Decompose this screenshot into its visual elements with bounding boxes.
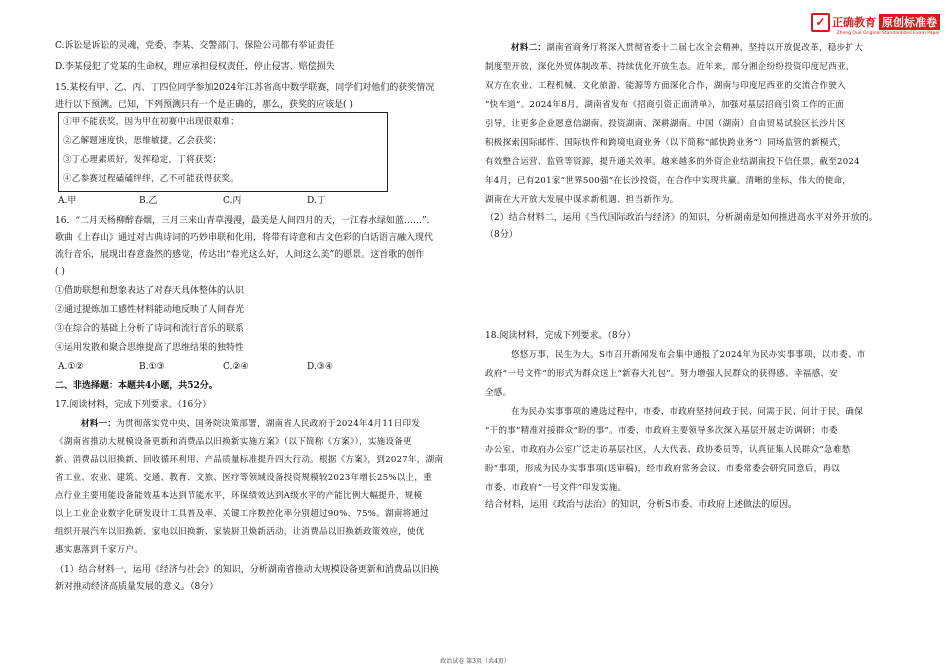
material-1-line4: 省工业、农业、建筑、交通、教育、文旅、医疗等领域设备投资规模较2023年增长25%以上，重 [55,473,433,483]
prediction-3: ③丁心理素质好，发挥稳定，丁将获奖； [63,155,222,165]
brand-tag: 原创标准卷 [879,14,940,30]
material-2-line4: “快车道”。2024年8月，湖南省发布《招商引资正面清单》，加强对基层招商引资工作的正面 [485,100,845,110]
material-1-line2: 《湖南省推动大规模设备更新和消费品以旧换新实施方案》（以下简称《方案》），实施设备更 [55,437,412,447]
material-2-line1-text: 湖南省商务厅将深入贯彻省委十二届七次全会精神，坚持以开放促改革，稳步扩大 [546,43,864,53]
q15-option-c: C.丙 [223,196,242,206]
page-footer: 政治试卷 第3页（共4页） [440,658,510,665]
q16-statement-4: ④运用发散和聚合思维提高了思维结果的独特性 [55,343,245,353]
question-15-line1: 15.某校有甲、乙、丙、丁四位同学参加2024年江苏省高中数学联赛，同学们对他们的获奖情况 [55,83,435,93]
question-16-paren: ( ) [55,267,65,277]
material-1-line5: 点行业主要用能设备能效基本达到节能水平，环保绩效达到A级水平的产能比例大幅提升，规模 [55,491,423,501]
q18-question: 结合材料，运用《政治与法治》的知识，分析S市委、市政府上述做法的原因。 [485,500,798,510]
material-2-line3: 双方在农业、工程机械、文化旅游、能源等方面深化合作，湖南与印度尼西亚的交流合作驶入 [485,81,846,91]
q16-option-d: D.③④ [307,362,333,372]
material-2-line9: 湖南在大开放大发展中谋求新机遇、担当新作为。 [485,195,679,205]
q15-option-b: B.乙 [139,196,158,206]
q18-material-line6: 办公室、市政府办公室广泛走访基层社区，人大代表、政协委员等，认真征集人民群众“急难愁 [485,445,851,455]
material-1-line1-text: 为贯彻落实党中央、国务院决策部署，湖南省人民政府于2024年4月11日印发 [116,419,421,429]
q18-material-line5: “干的事”精准对接群众“盼的事”。市委、市政府主要领导多次深入基层开展走访调研；市委 [485,426,838,436]
q18-material-line8: 市委、市政府“一号文件”印发实施。 [485,483,627,493]
q18-material-line1: 悠悠万事，民生为大。S市召开新闻发布会集中通报了2024年为民办实事事项，以市委、市 [511,350,866,360]
sub-question-2-line2: （8分） [485,230,518,240]
q18-material-line2: 政府“一号文件”的形式为群众送上“新春大礼包”。努力增强人民群众的获得感、幸福感、安 [485,369,838,379]
prediction-1: ①甲不能获奖，因为甲在初赛中出现很艰难； [63,117,240,127]
material-2-line2: 制度型开放，深化外贸体制改革、持续优化开放生态。近年来，部分湘企纷纷投资印度尼西亚， [485,62,855,72]
section-2-heading: 二、非选择题：本题共4小题，共52分。 [55,381,218,391]
material-2-line6: 积极探索国际邮件、国际快件和跨境电商业务（以下简称“邮快跨业务”）同场监管的新模式， [485,138,847,148]
q16-statement-2: ②通过提炼加工感性材料能动地反映了人间春光 [55,305,245,315]
sub-question-1-line1: （1）结合材料一，运用《经济与社会》的知识，分析湖南省推动大规模设备更新和消费品以旧换 [55,565,439,575]
question-15-line2: 进行以下预测。已知，下列预测只有一个是正确的，那么，获奖的应该是( ) [55,100,353,110]
check-icon: ✓ [811,13,830,32]
question-17-heading: 17.阅读材料，完成下列要求。（16分） [55,400,212,410]
question-16-line3: 流行音乐，展现出春意盎然的感觉，传达出“春光这么好，人间这么美”的愿景。这首歌的创作 [55,250,425,260]
q18-material-line3: 全感。 [485,388,512,398]
material-1-line7: 组织开展汽车以旧换新、家电以旧换新、家装厨卫焕新活动，让消费品以旧换新政策效应，使优 [55,527,425,537]
q16-option-c: C.②④ [223,362,249,372]
q16-statement-1: ①借助联想和想象表达了对春天具体整体的认识 [55,286,245,296]
brand-subtitle: Zheng Que Original Standardized Exam Paper [836,31,940,36]
q16-option-b: B.①③ [139,362,165,372]
q16-statement-3: ③在综合的基础上分析了诗词和流行音乐的联系 [55,324,245,334]
material-1-line3: 新、消费品以旧换新、回收循环利用、产品质量标准提升四大行动。根据《方案》，到2027年，湖南 [55,455,444,465]
q15-option-d: D.丁 [307,196,326,206]
material-2-line8: 年4月，已有201家“世界500强”在长沙投资，在合作中实现共赢。清晰的坐标，伟大的使命， [485,176,852,186]
q18-material-line7: 盼”事项，形成为民办实事事项(送审稿)，经市政府常务会议、市委常委会研究同意后，再以 [485,464,841,474]
prediction-4: ④乙参赛过程磕磕绊绊，乙不可能获得获奖。 [63,174,240,184]
q16-option-a: A.①② [58,362,84,372]
material-1-line1 [81,418,420,430]
question-16-line1: 16．“二月天杨柳醉春烟，三月三来山青草漫漫，最美是人间四月的天，一江春水绿如蓝……”． [55,216,436,226]
option-c-text: C.诉讼是诉讼的灵魂，党委、李某、交警部门、保险公司都有举证责任 [55,41,335,51]
material-2-label: 材料二： [511,43,547,53]
prediction-2: ②乙解题速度快，思维敏捷，乙会获奖； [63,136,222,146]
material-2-line5: 引导，让更多企业愿意信湖南、投资湖南、深耕湖南。中国（湖南）自由贸易试验区长沙片区 [485,119,846,129]
brand-logo [811,14,940,30]
q18-material-line4: 在为民办实事事项的遴选过程中，市委、市政府坚持问政于民、问需于民、问计于民，确保 [511,407,864,417]
sub-question-1-line2: 新对推动经济高质量发展的意义。（8分） [55,582,219,592]
option-d-text: D.李某侵犯了党某的生命权，理应承担侵权责任，停止侵害、赔偿损失 [55,62,335,72]
material-1-line6: 以上工业企业数字化研发设计工具普及率、关键工序数控化率分别超过90%、75%。湖南将通过 [55,509,429,519]
question-16-line2: 歌曲《上春山》通过对古典诗词的巧妙串联和化用，将带有诗意和古文色彩的白话语言融入现代 [55,233,434,243]
q15-option-a: A.甲 [58,196,77,206]
question-18-heading: 18.阅读材料，完成下列要求。（8分） [485,331,636,341]
material-1-label: 材料一： [81,419,117,429]
material-1-line8: 惠实惠落到千家万户。 [55,545,144,555]
brand-name: 正确教育 [832,16,876,29]
material-2-line1 [511,42,863,54]
sub-question-2-line1: （2）结合材料二，运用《当代国际政治与经济》的知识，分析湖南是如何推进高水平对外开放的。 [485,213,878,223]
material-2-line7: 有效整合运营、监管等资源，提升通关效率。越来越多的外资企业结湖南投下信任票，截至2024 [485,157,860,167]
